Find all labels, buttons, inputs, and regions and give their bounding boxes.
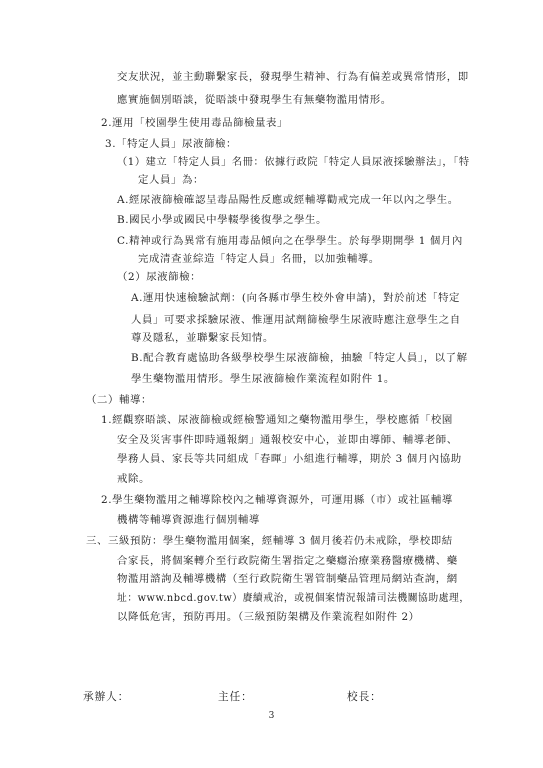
text-line: A.經尿液篩檢確認呈毒品陽性反應或經輔導勸戒完成一年以內之學生。 (117, 194, 459, 206)
text-line: 2.運用「校園學生使用毒品篩檢量表」 (101, 117, 288, 129)
text-line: （2）尿液篩檢： (117, 271, 202, 283)
page-number: 3 (268, 711, 275, 721)
director-signature-label: 主任： (218, 691, 253, 703)
text-line: 學務人員、家長等共同組成「春暉」小組進行輔導，期於 3 個月內協助 (117, 453, 462, 465)
text-line: 址：www.nbcd.gov.tw）賡續戒治，或視個案情況報請司法機關協助處理， (117, 592, 470, 604)
text-line: 2.學生藥物濫用之輔導除校內之輔導資源外，可運用縣（市）或社區輔導 (101, 494, 453, 506)
text-line: 1.經觀察晤談、尿液篩檢或經檢警通知之藥物濫用學生，學校應循「校園 (101, 414, 453, 426)
text-line: 完成清查並綜造「特定人員」名冊，以加強輔導。 (138, 253, 380, 265)
text-line: 合家長，將個案轉介至行政院衛生署指定之藥癮治療業務醫療機構、藥 (117, 555, 458, 567)
text-line: C.精神或行為異常有施用毒品傾向之在學學生。於每學期開學 1 個月內 (117, 235, 463, 247)
text-line: 學生藥物濫用情形。學生尿液篩檢作業流程如附件 1。 (131, 373, 395, 385)
text-line: 安全及災害事件即時通報網」通報校安中心，並即由導師、輔導老師、 (117, 434, 458, 446)
handler-signature-label: 承辦人： (83, 691, 130, 703)
text-line: 人員」可要求採驗尿液、惟運用試劑篩檢學生尿液時應注意學生之自 (131, 314, 461, 326)
text-line: 機構等輔導資源進行個別輔導 (117, 514, 260, 526)
text-line: 應實施個別晤談，從晤談中發現學生有無藥物濫用情形。 (117, 94, 392, 106)
text-line: B.配合教育處協助各級學校學生尿液篩檢，抽驗「特定人員」，以了解 (131, 352, 468, 364)
text-line: A.運用快速檢驗試劑：(向各縣市學生校外會申請)，對於前述「特定 (131, 292, 461, 304)
text-line: （1）建立「特定人員」名冊：依據行政院「特定人員尿液採驗辦法」，「特 (117, 156, 470, 168)
text-line: 3.「特定人員」尿液篩檢： (105, 138, 238, 150)
text-line: 物濫用諮詢及輔導機構（至行政院衛生署管制藥品管理局網站查詢，網 (117, 573, 458, 585)
text-line: 以降低危害，預防再用。（三級預防架構及作業流程如附件 2） (117, 611, 420, 623)
text-line: B.國民小學或國民中學輟學後復學之學生。 (117, 214, 327, 226)
text-line: 三、三級預防：學生藥物濫用個案，經輔導 3 個月後若仍未戒除，學校即結 (86, 535, 453, 547)
text-line: 定人員」為： (138, 174, 204, 186)
text-line: 尊及隱私，並聯繫家長知情。 (131, 332, 274, 344)
principal-signature-label: 校長： (347, 691, 382, 703)
text-line: （二）輔導： (86, 394, 152, 406)
text-line: 戒除。 (117, 473, 150, 485)
text-line: 交友狀況，並主動聯繫家長，發現學生精神、行為有偏差或異常情形，即 (117, 71, 469, 83)
